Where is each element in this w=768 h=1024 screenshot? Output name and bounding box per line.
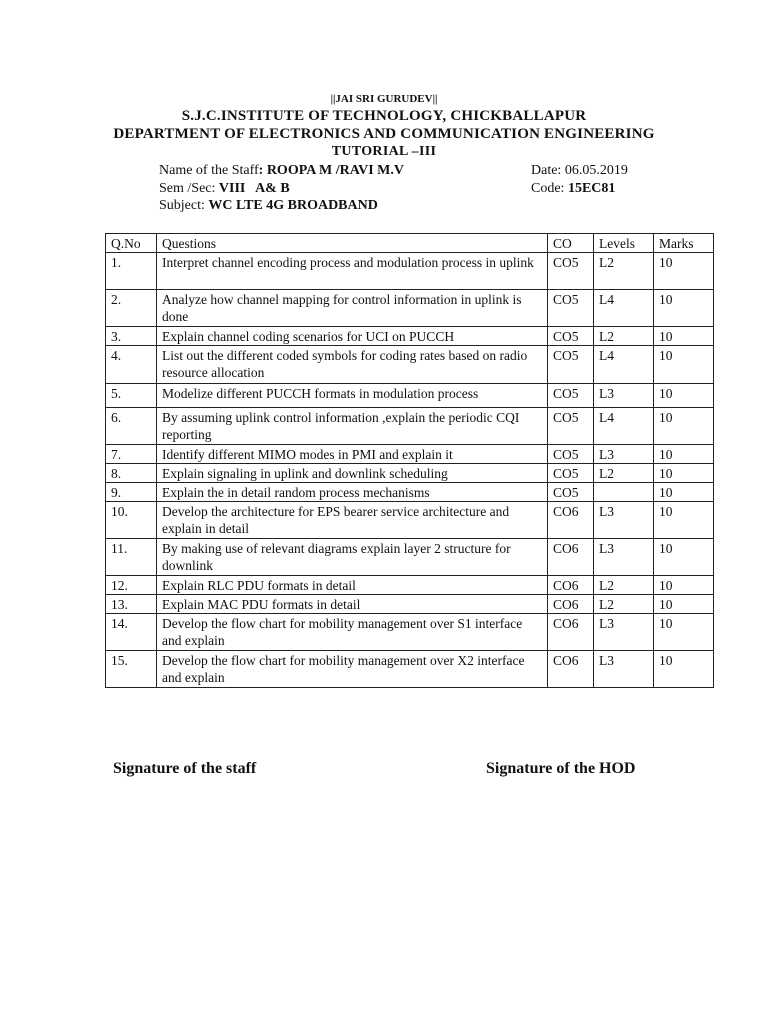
table-row [106, 445, 714, 464]
signature-hod: Signature of the HOD [486, 760, 636, 777]
table-row [106, 253, 714, 290]
staff-line [159, 163, 404, 179]
question-marks: 10 [654, 483, 714, 502]
table-row [106, 346, 714, 384]
question-text: Modelize different PUCCH formats in modulation process [157, 384, 548, 408]
question-text: By making use of relevant diagrams explain layer 2 structure for downlink [157, 539, 548, 576]
question-number: 5. [106, 384, 157, 408]
question-co: CO6 [548, 614, 594, 651]
question-level: L3 [594, 384, 654, 408]
question-co: CO6 [548, 651, 594, 688]
question-number: 10. [106, 502, 157, 539]
question-number: 3. [106, 327, 157, 346]
col-header-co: CO [548, 234, 594, 253]
question-co: CO5 [548, 483, 594, 502]
question-number: 6. [106, 408, 157, 445]
table-row [106, 384, 714, 408]
question-marks: 10 [654, 384, 714, 408]
questions-table [105, 233, 714, 688]
col-header-levels: Levels [594, 234, 654, 253]
document-title: TUTORIAL –III [331, 144, 437, 159]
question-co: CO5 [548, 464, 594, 483]
department-name: DEPARTMENT OF ELECTRONICS AND COMMUNICATION ENGINEERING [113, 126, 655, 142]
code-label: Code: [531, 181, 568, 196]
col-header-qno: Q.No [106, 234, 157, 253]
table-row [106, 651, 714, 688]
question-number: 13. [106, 595, 157, 614]
question-number: 7. [106, 445, 157, 464]
question-marks: 10 [654, 290, 714, 327]
question-number: 9. [106, 483, 157, 502]
table-row [106, 290, 714, 327]
sem-line [159, 181, 290, 197]
question-text: Explain MAC PDU formats in detail [157, 595, 548, 614]
question-text: List out the different coded symbols for coding rates based on radio resource allocation [157, 346, 548, 384]
question-number: 12. [106, 576, 157, 595]
question-co: CO6 [548, 595, 594, 614]
table-row [106, 576, 714, 595]
question-co: CO6 [548, 502, 594, 539]
sem-value: VIII A& B [218, 181, 290, 196]
question-text: Explain the in detail random process mechanisms [157, 483, 548, 502]
question-text: Analyze how channel mapping for control information in uplink is done [157, 290, 548, 327]
col-header-questions: Questions [157, 234, 548, 253]
question-level: L3 [594, 445, 654, 464]
question-number: 1. [106, 253, 157, 290]
table-row [106, 408, 714, 445]
question-text: Interpret channel encoding process and modulation process in uplink [157, 253, 548, 290]
signature-staff: Signature of the staff [113, 760, 257, 777]
staff-label: Name of the Staff [159, 163, 259, 178]
question-text: Explain channel coding scenarios for UCI on PUCCH [157, 327, 548, 346]
date-line [531, 163, 628, 179]
question-number: 2. [106, 290, 157, 327]
question-marks: 10 [654, 614, 714, 651]
table-row [106, 595, 714, 614]
code-line [531, 181, 615, 197]
question-level: L2 [594, 253, 654, 290]
question-marks: 10 [654, 651, 714, 688]
table-row [106, 502, 714, 539]
motto: ||JAI SRI GURUDEV|| [330, 93, 438, 105]
question-co: CO5 [548, 253, 594, 290]
question-level [594, 483, 654, 502]
question-co: CO6 [548, 576, 594, 595]
table-row [106, 614, 714, 651]
table-row [106, 483, 714, 502]
date-label: Date: 06.05.2019 [531, 163, 628, 178]
question-level: L4 [594, 290, 654, 327]
question-marks: 10 [654, 327, 714, 346]
question-level: L2 [594, 464, 654, 483]
question-text: Develop the flow chart for mobility management over X2 interface and explain [157, 651, 548, 688]
question-marks: 10 [654, 408, 714, 445]
question-number: 14. [106, 614, 157, 651]
sem-label: Sem /Sec: [159, 181, 219, 196]
question-co: CO6 [548, 539, 594, 576]
question-marks: 10 [654, 576, 714, 595]
question-level: L3 [594, 614, 654, 651]
question-level: L3 [594, 502, 654, 539]
question-marks: 10 [654, 464, 714, 483]
question-number: 11. [106, 539, 157, 576]
staff-value: : ROOPA M /RAVI M.V [258, 163, 404, 178]
question-text: Develop the flow chart for mobility management over S1 interface and explain [157, 614, 548, 651]
question-marks: 10 [654, 502, 714, 539]
institute-name: S.J.C.INSTITUTE OF TECHNOLOGY, CHICKBALLAPUR [181, 108, 587, 124]
table-row [106, 327, 714, 346]
subject-line [159, 198, 378, 214]
code-value: 15EC81 [567, 181, 616, 196]
col-header-marks: Marks [654, 234, 714, 253]
question-text: Develop the architecture for EPS bearer service architecture and explain in detail [157, 502, 548, 539]
table-header-row [106, 234, 714, 253]
question-text: Explain signaling in uplink and downlink scheduling [157, 464, 548, 483]
question-level: L4 [594, 346, 654, 384]
question-marks: 10 [654, 539, 714, 576]
question-marks: 10 [654, 253, 714, 290]
question-co: CO5 [548, 327, 594, 346]
table-row [106, 539, 714, 576]
question-level: L2 [594, 576, 654, 595]
question-marks: 10 [654, 595, 714, 614]
question-number: 4. [106, 346, 157, 384]
question-co: CO5 [548, 290, 594, 327]
question-marks: 10 [654, 445, 714, 464]
question-co: CO5 [548, 384, 594, 408]
subject-label: Subject: [159, 198, 209, 213]
table-row [106, 464, 714, 483]
question-text: Explain RLC PDU formats in detail [157, 576, 548, 595]
question-level: L2 [594, 327, 654, 346]
question-level: L4 [594, 408, 654, 445]
question-text: By assuming uplink control information ,explain the periodic CQI reporting [157, 408, 548, 445]
question-level: L3 [594, 651, 654, 688]
question-co: CO5 [548, 408, 594, 445]
question-co: CO5 [548, 346, 594, 384]
question-level: L3 [594, 539, 654, 576]
question-number: 15. [106, 651, 157, 688]
question-text: Identify different MIMO modes in PMI and explain it [157, 445, 548, 464]
question-co: CO5 [548, 445, 594, 464]
question-level: L2 [594, 595, 654, 614]
subject-value: WC LTE 4G BROADBAND [208, 198, 378, 213]
question-marks: 10 [654, 346, 714, 384]
question-number: 8. [106, 464, 157, 483]
